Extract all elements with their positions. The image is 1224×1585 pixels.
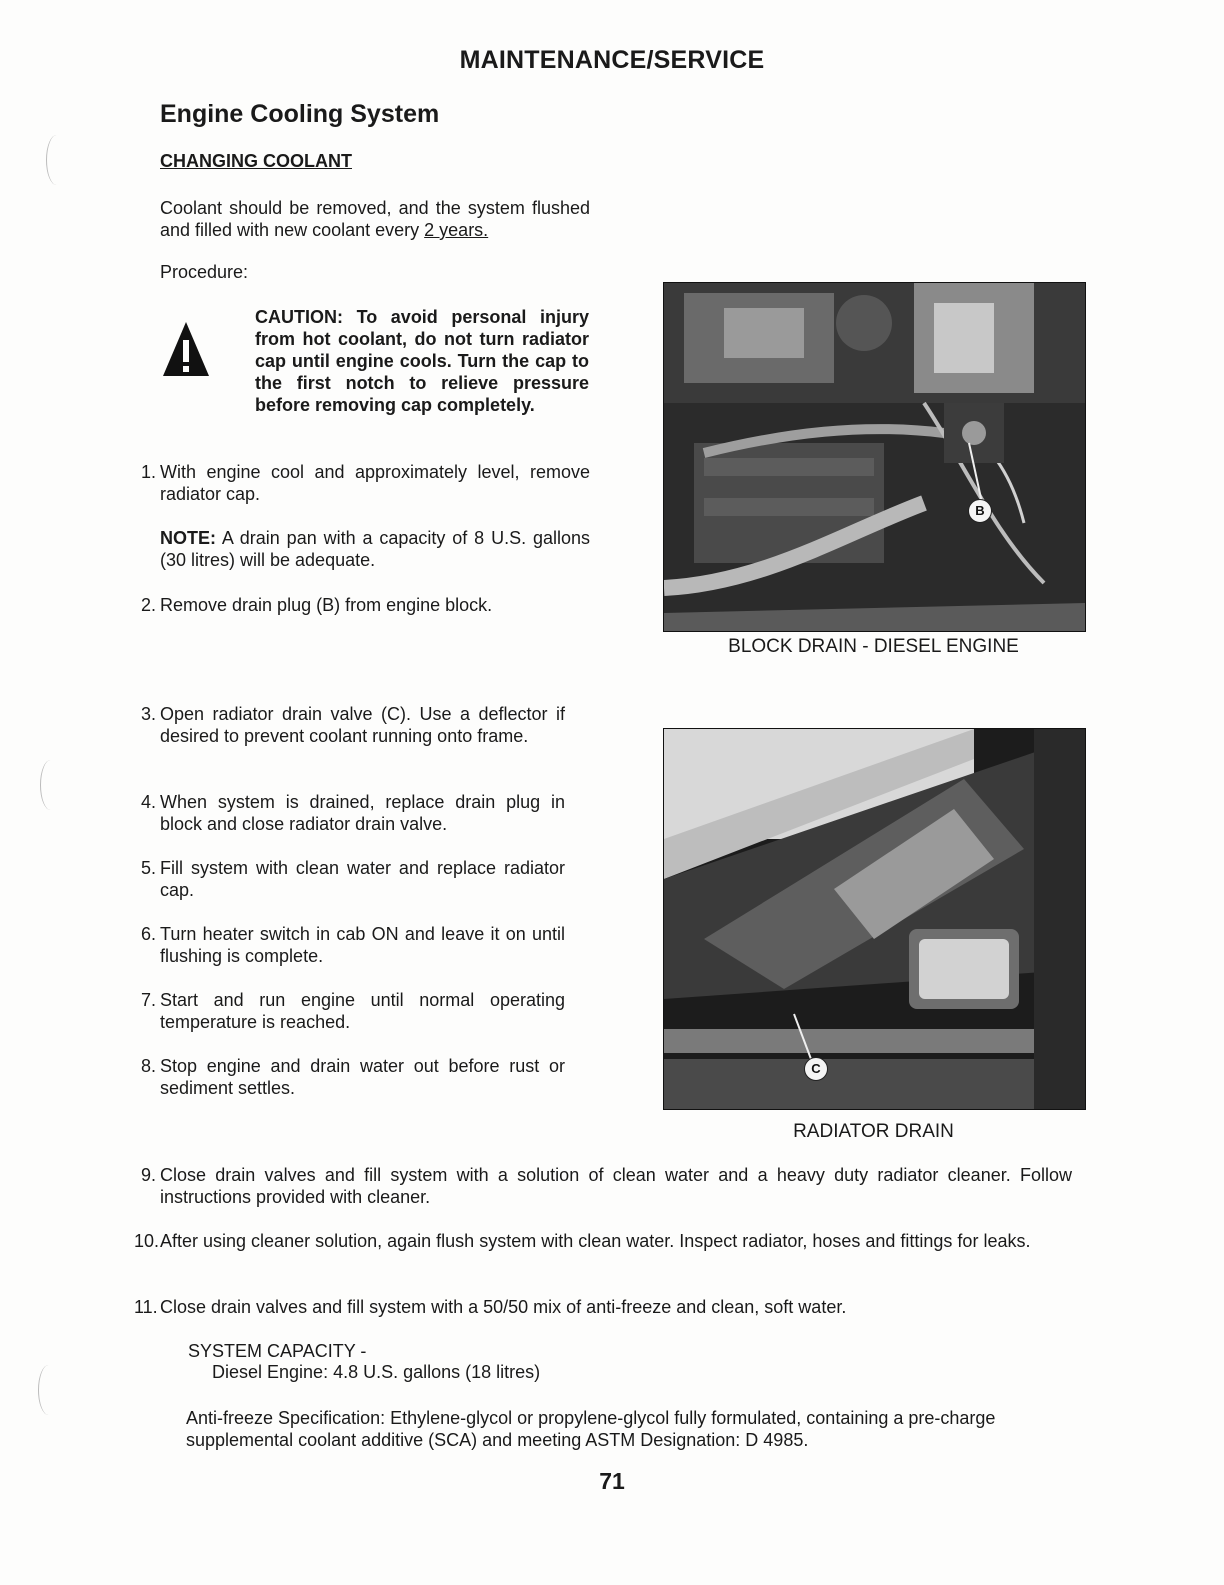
intro-emphasis: 2 years. xyxy=(424,220,489,240)
page-header: MAINTENANCE/SERVICE xyxy=(459,46,765,74)
procedure-label: Procedure: xyxy=(160,262,249,282)
page-number: 71 xyxy=(599,1468,625,1494)
system-capacity-label: SYSTEM CAPACITY - xyxy=(188,1341,367,1361)
intro-paragraph: Coolant should be removed, and the system flushed and filled with new coolant every 2 years. xyxy=(160,198,590,240)
caution-text: CAUTION: To avoid personal injury from hot coolant, do not turn radiator cap until engine cools. Turn the cap to the first notch to relieve pressure before removing cap completely. xyxy=(255,307,589,415)
note-paragraph: NOTE: A drain pan with a capacity of 8 U.S. gallons (30 litres) will be adequate. xyxy=(160,528,590,570)
note-label: NOTE: xyxy=(160,528,216,548)
system-capacity-diesel: Diesel Engine: 4.8 U.S. gallons (18 litres) xyxy=(212,1362,541,1382)
callout-b: B xyxy=(968,499,992,523)
subheading: CHANGING COOLANT xyxy=(160,151,352,171)
figure-caption-radiator-drain: RADIATOR DRAIN xyxy=(793,1121,954,1142)
scan-mark xyxy=(46,135,67,185)
antifreeze-spec: Anti-freeze Specification: Ethylene-glycol or propylene-glycol fully formulated, containing a pre-charge supplemental coolant additive (SCA) and meeting ASTM Designation: D 4985. xyxy=(186,1408,996,1450)
scan-mark xyxy=(40,760,61,810)
section-title: Engine Cooling System xyxy=(160,100,440,128)
scan-mark xyxy=(38,1365,59,1415)
figure-caption-block-drain: BLOCK DRAIN - DIESEL ENGINE xyxy=(728,636,1019,657)
callout-c: C xyxy=(804,1057,828,1081)
block-drain-photo xyxy=(663,282,1086,632)
radiator-drain-photo xyxy=(663,728,1086,1110)
warning-triangle-icon xyxy=(161,320,211,378)
